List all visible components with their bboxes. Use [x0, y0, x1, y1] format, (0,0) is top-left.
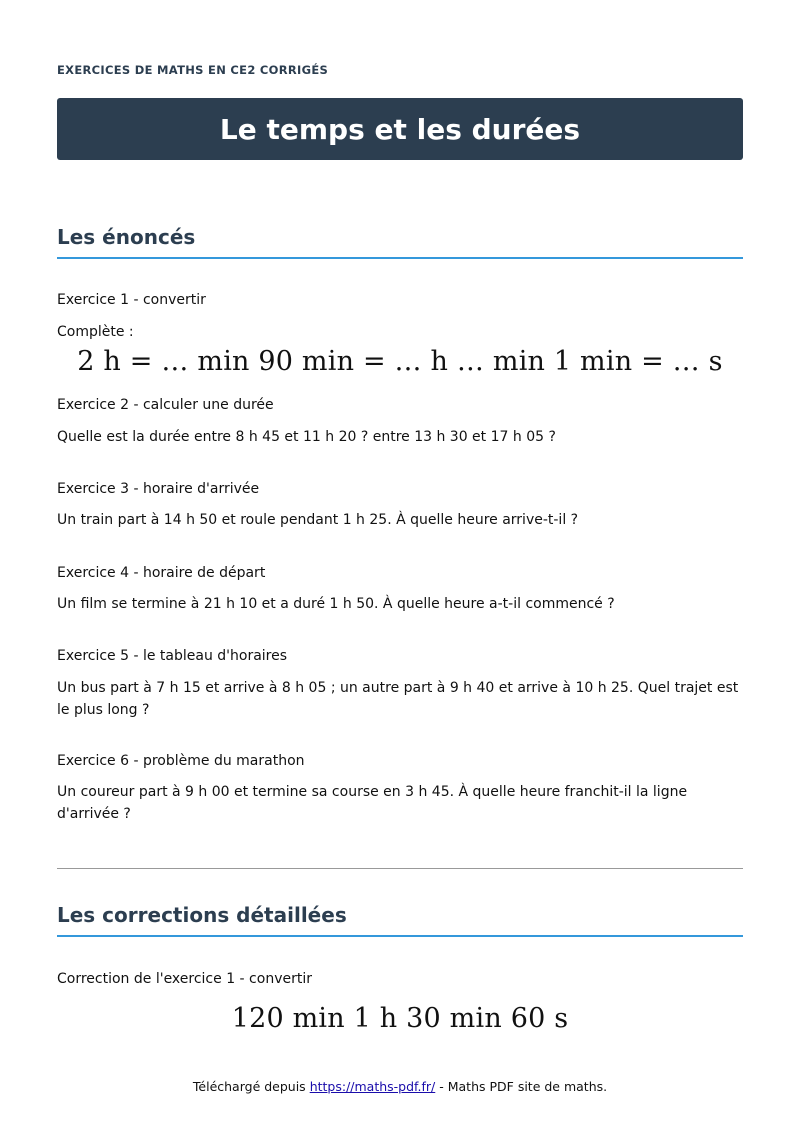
- exercise-1-title: Exercice 1 - convertir: [57, 292, 206, 308]
- exercise-3-body: Un train part à 14 h 50 et roule pendant 1 h 25. À quelle heure arrive-t-il ?: [57, 512, 579, 528]
- correction-1-math: 120 min 1 h 30 min 60 s: [231, 1003, 569, 1034]
- exercise-3-title: Exercice 3 - horaire d'arrivée: [57, 481, 260, 497]
- exercise-4-body: Un film se termine à 21 h 10 et a duré 1 h 50. À quelle heure a-t-il commencé ?: [57, 596, 615, 612]
- page-footer: [0, 1079, 800, 1094]
- exercise-6-title: Exercice 6 - problème du marathon: [57, 753, 305, 769]
- exercise-1-body: Complète :: [57, 324, 134, 340]
- section-separator: [57, 868, 743, 869]
- exercise-2-body: Quelle est la durée entre 8 h 45 et 11 h 20 ? entre 13 h 30 et 17 h 05 ?: [57, 429, 556, 445]
- section-heading-corrections: Les corrections détaillées: [57, 903, 743, 937]
- footer-prefix: Téléchargé depuis: [192, 1079, 306, 1094]
- footer-suffix: - Maths PDF site de maths.: [439, 1079, 608, 1094]
- exercise-4-title: Exercice 4 - horaire de départ: [57, 565, 266, 581]
- exercise-5-title: Exercice 5 - le tableau d'horaires: [57, 648, 288, 664]
- exercise-5-body: Un bus part à 7 h 15 et arrive à 8 h 05 ; un autre part à 9 h 40 et arrive à 10 h 25. Quel trajet est le plus long ?: [57, 680, 739, 718]
- exercise-2-title: Exercice 2 - calculer une durée: [57, 397, 274, 413]
- footer-link[interactable]: https://maths-pdf.fr/: [309, 1079, 436, 1094]
- exercise-6-body: Un coureur part à 9 h 00 et termine sa course en 3 h 45. À quelle heure franchit-il la ligne d'arrivée ?: [57, 784, 688, 822]
- title-banner: [57, 98, 743, 160]
- correction-1-title: Correction de l'exercice 1 - convertir: [57, 971, 312, 987]
- page-kicker: EXERCICES DE MATHS EN CE2 CORRIGÉS: [57, 63, 329, 77]
- page-title: Le temps et les durées: [219, 112, 581, 146]
- section-heading-enonces: Les énoncés: [57, 225, 743, 259]
- exercise-1-math: 2 h = … min 90 min = … h … min 1 min = … s: [77, 346, 723, 377]
